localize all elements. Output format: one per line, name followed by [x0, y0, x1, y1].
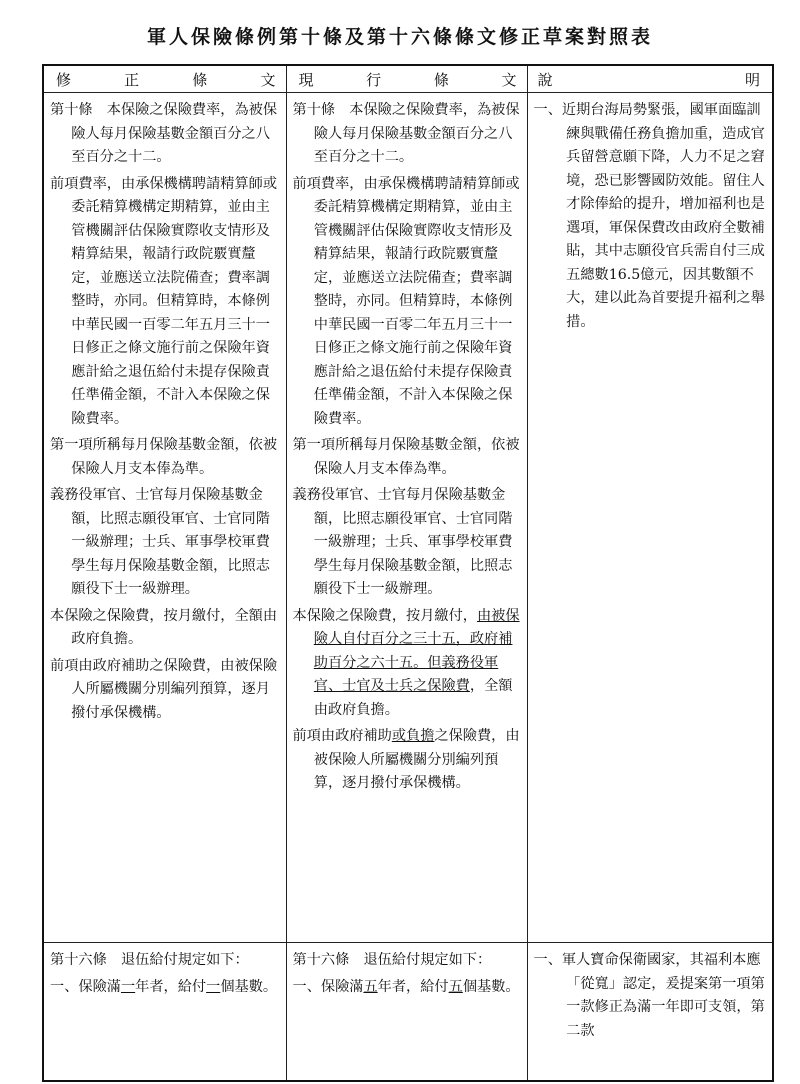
underlined-change: 或負擔: [391, 728, 435, 744]
header-current: 現 行 條 文: [286, 65, 527, 93]
document-title: 軍人保險條例第十條及第十六條條文修正草案對照表: [146, 26, 653, 48]
a10-current-p1: 第十條 本保險之保險費率，為被保險人每月保險基數金額百分之八至百分之十二。: [292, 102, 520, 165]
a10-current-p6: 前項由政府補助或負擔之保險費，由被保險人所屬機關分別編列預算，逐月撥付承保機構。: [292, 728, 520, 791]
article10-amended-cell: [43, 93, 286, 943]
a10-current-p2: 前項費率，由承保機構聘請精算師或委託精算機構定期精算，並由主管機關評估保險實際收支情形及精算結果，報請行政院覈實釐定，並應送立法院備查；費率調整時，亦同。但精算時，本條例中華民國一百零二年五月三十一日修正之條文施行前之保險年資應計給之退伍給付未提存保險責任準備金額，不計入本保險之保險費率。: [292, 175, 520, 427]
article16-amended-cell: [43, 943, 286, 1081]
header-explanation: 說 明: [527, 65, 773, 93]
a10-amended-p4: 義務役軍官、士官每月保險基數金額，比照志願役軍官、士官同階一級辦理；士兵、軍事學校軍費學生每月保險基數金額，比照志願役下士一級辦理。: [50, 487, 270, 597]
a10-current-p5: 本保險之保險費，按月繳付，由被保險人自付百分之三十五，政府補助百分之六十五。但義務役軍官、士官及士兵之保險費，全額由政府負擔。: [292, 607, 520, 718]
article10-current-cell: [286, 93, 527, 943]
underlined-change: 一: [120, 978, 136, 995]
underlined-change: 由被保險人自付百分之三十五，政府補助百分之六十五。但義務役軍官、士官及士兵之保險費: [313, 607, 520, 694]
a10-amended-p6: 前項由政府補助之保險費，由被保險人所屬機關分別編列預算，逐月撥付承保機構。: [50, 657, 278, 721]
a10-current-p4: 義務役軍官、士官每月保險基數金額，比照志願役軍官、士官同階一級辦理；士兵、軍事學校軍費學生每月保險基數金額，比照志願役下士一級辦理。: [292, 487, 513, 597]
a10-current-p3: 第一項所稱每月保險基數金額，依被保險人月支本俸為準。: [292, 437, 520, 477]
a10-amended-p3: 第一項所稱每月保險基數金額，依被保險人月支本俸為準。: [50, 437, 278, 477]
a16-amended-p2: 一、保險滿一年者，給付一個基數。: [50, 978, 278, 995]
header-amended: 修 正 條 文: [43, 65, 286, 93]
article10-explanation-cell: [527, 93, 773, 943]
a16-current-p1: 第十六條 退伍給付規定如下：: [292, 952, 492, 968]
underlined-change: 五: [448, 978, 463, 995]
a10-amended-p1: 第十條 本保險之保險費率，為被保險人每月保險基數金額百分之八至百分之十二。: [50, 102, 278, 165]
a16-current-p2: 一、保險滿五年者，給付五個基數。: [292, 978, 520, 995]
underlined-change: 五: [363, 978, 378, 995]
underlined-change: 一: [206, 978, 221, 995]
a10-amended-p5: 本保險之保險費，按月繳付，全額由政府負擔。: [50, 607, 278, 647]
article16-explanation-cell: [527, 943, 773, 1081]
comparison-table: [42, 64, 774, 1082]
a16-amended-p1: 第十六條 退伍給付規定如下：: [50, 952, 249, 968]
a16-explanation-item1: 一、軍人寶命保衛國家，其福利本應「從寬」認定，爰提案第一項第一款修正為滿一年即可支領，第二款: [533, 952, 765, 1039]
a10-explanation-item1: 一、近期台海局勢緊張，國軍面臨訓練與戰備任務負擔加重，造成官兵留營意願下降，人力不足之窘境，恐已影響國防效能。留住人才除俸給的提升，增加福利也是選項，軍保保費改由政府全數補貼，其中志願役官兵需自付三成五總數16.5億元，因其數額不大，建以此為首要提升福利之舉措。: [533, 102, 765, 330]
a10-amended-p2: 前項費率，由承保機構聘請精算師或委託精算機構定期精算，並由主管機關評估保險實際收支情形及精算結果，報請行政院覈實釐定，並應送立法院備查；費率調整時，亦同。但精算時，本條例中華民國一百零二年五月三十一日修正之條文施行前之保險年資應計給之退伍給付未提存保險責任準備金額，不計入本保險之保險費率。: [50, 175, 278, 427]
article16-current-cell: [286, 943, 527, 1081]
